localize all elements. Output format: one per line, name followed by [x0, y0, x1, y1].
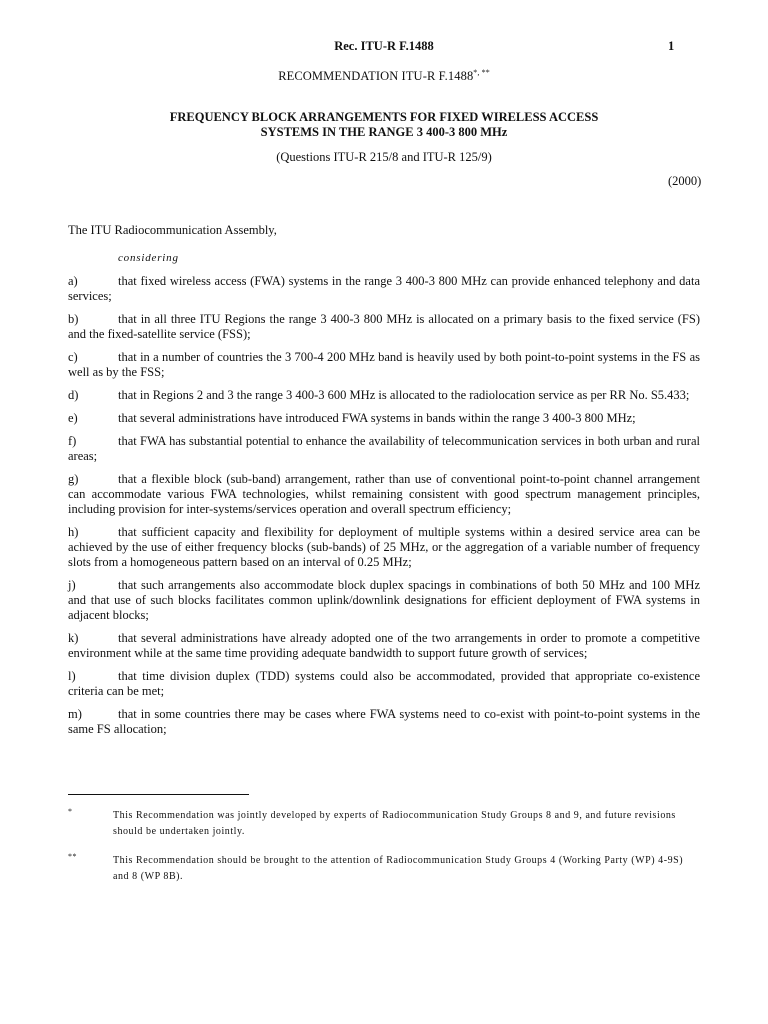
- considering-list: [68, 274, 700, 745]
- list-item-text: that a flexible block (sub-band) arrangement, rather than use of conventional point-to-point channel arrangement can accommodate various FWA technologies, whilst remaining consistent with good spectrum management principles, including provision for inter-systems/services operation and overall spectrum efficiency;: [68, 472, 700, 516]
- running-header-title: Rec. ITU-R F.1488: [334, 39, 434, 53]
- list-item: [68, 472, 700, 517]
- list-item-label: e): [68, 411, 78, 425]
- list-item: [68, 411, 700, 426]
- list-item-text: that sufficient capacity and flexibility for deployment of multiple systems within a desired service area can be achieved by the use of either frequency blocks (sub-bands) of 25 MHz, or the aggregation of a variable number of frequency slots from a homogeneous pattern based on an interval of 0.25 MHz;: [68, 525, 700, 569]
- list-item: [68, 274, 700, 304]
- list-item-label: h): [68, 525, 79, 539]
- considering-heading: considering: [118, 252, 179, 264]
- list-item: [68, 525, 700, 570]
- list-item-label: g): [68, 472, 79, 486]
- list-item: [68, 707, 700, 737]
- footnote-divider: [68, 794, 249, 795]
- footnote-reference-marks: *, **: [473, 67, 490, 77]
- list-item: [68, 669, 700, 699]
- list-item-text: that several administrations have already adopted one of the two arrangements in order to promote a competitive environment while at the same time providing adequate bandwidth to support future growth of services;: [68, 631, 700, 660]
- footnote-text: This Recommendation was jointly developed by experts of Radiocommunication Study Groups 8 and 9, and future revisions should be undertaken jointly.: [113, 810, 676, 837]
- questions-reference: (Questions ITU-R 215/8 and ITU-R 125/9): [276, 150, 492, 164]
- list-item-text: that such arrangements also accommodate block duplex spacings in combinations of both 50 MHz and 100 MHz and that use of such blocks facilitates common uplink/downlink designations for efficient deployment of FWA systems in adjacent blocks;: [68, 578, 700, 622]
- list-item-label: m): [68, 707, 82, 721]
- list-item: [68, 631, 700, 661]
- list-item-text: that in some countries there may be cases where FWA systems need to co-exist with point-to-point systems in the same FS allocation;: [68, 707, 700, 736]
- list-item-label: d): [68, 388, 79, 402]
- assembly-line: The ITU Radiocommunication Assembly,: [68, 223, 277, 237]
- list-item-label: c): [68, 350, 78, 364]
- list-item-text: that several administrations have introduced FWA systems in bands within the range 3 400-3 800 MHz;: [118, 411, 636, 425]
- list-item-label: j): [68, 578, 76, 592]
- list-item-text: that in all three ITU Regions the range 3 400-3 800 MHz is allocated on a primary basis to the fixed service (FS) and the fixed-satellite service (FSS);: [68, 312, 700, 341]
- document-title-line-1: FREQUENCY BLOCK ARRANGEMENTS FOR FIXED WIRELESS ACCESS: [169, 110, 599, 124]
- document-title-line-2: SYSTEMS IN THE RANGE 3 400-3 800 MHz: [260, 125, 508, 139]
- publication-year: (2000): [668, 174, 702, 188]
- recommendation-label: [0, 69, 768, 84]
- list-item-label: f): [68, 434, 77, 448]
- list-item-text: that time division duplex (TDD) systems could also be accommodated, provided that appropriate co-existence criteria can be met;: [68, 669, 700, 698]
- footnote-text: This Recommendation should be brought to the attention of Radiocommunication Study Groups 4 (Working Party (WP) 4-9S) and 8 (WP 8B).: [113, 855, 684, 882]
- list-item-text: that fixed wireless access (FWA) systems in the range 3 400-3 800 MHz can provide enhanced telephony and data services;: [68, 274, 700, 303]
- footnote-mark: **: [68, 852, 78, 861]
- list-item: [68, 388, 700, 403]
- list-item-text: that in Regions 2 and 3 the range 3 400-3 600 MHz is allocated to the radiolocation service as per RR No. S5.433;: [118, 388, 690, 402]
- list-item-text: that in a number of countries the 3 700-4 200 MHz band is heavily used by both point-to-point systems in the FS as well as by the FSS;: [68, 350, 700, 379]
- list-item-label: k): [68, 631, 79, 645]
- page-number: 1: [668, 39, 675, 53]
- list-item-text: that FWA has substantial potential to enhance the availability of telecommunication services in both urban and rural areas;: [68, 434, 700, 463]
- list-item: [68, 578, 700, 623]
- list-item: [68, 312, 700, 342]
- list-item-label: a): [68, 274, 78, 288]
- list-item: [68, 434, 700, 464]
- list-item-label: l): [68, 669, 76, 683]
- recommendation-label-text: RECOMMENDATION ITU-R F.1488: [278, 69, 474, 83]
- list-item: [68, 350, 700, 380]
- list-item-label: b): [68, 312, 79, 326]
- document-title: [0, 110, 768, 140]
- footnote-mark: *: [68, 807, 73, 816]
